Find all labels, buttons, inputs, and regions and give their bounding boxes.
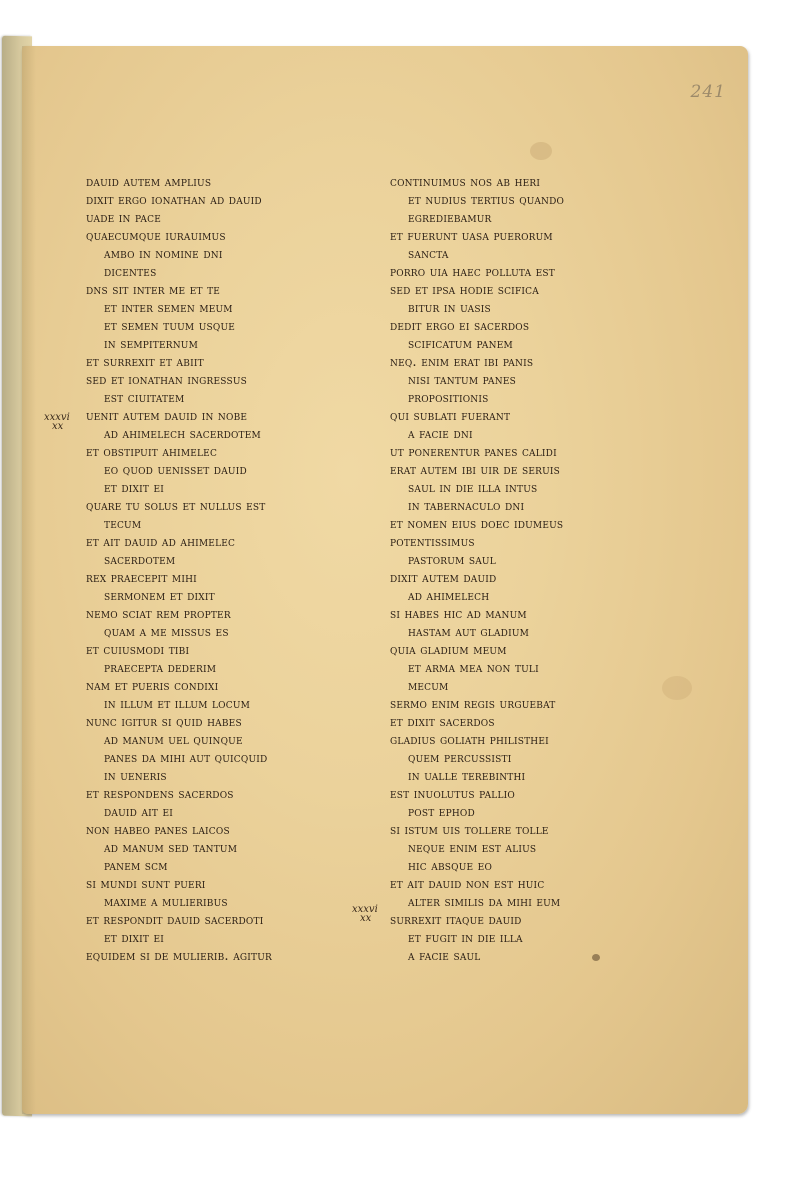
text-line: panes da mihi aut quicquid	[104, 751, 268, 766]
text-line: nunc igitur si quid habes	[86, 715, 242, 730]
text-line: a facie dni	[408, 427, 473, 442]
text-line: sed et ipsa hodie scifica	[390, 283, 539, 298]
text-line: hic absque eo	[408, 859, 493, 874]
text-line: pastorum saul	[408, 553, 496, 568]
text-line: potentissimus	[390, 535, 475, 550]
text-line: mecum	[408, 679, 449, 694]
text-line: porro uia haec polluta est	[390, 265, 556, 280]
text-line: dauid ait ei	[104, 805, 174, 820]
marginal-note-line: xxxvi	[352, 904, 378, 915]
marginal-note-line: xx	[52, 421, 64, 432]
text-line: quia gladium meum	[390, 643, 507, 658]
text-line: ad ahimelech sacerdotem	[104, 427, 261, 442]
text-line: maxime a mulieribus	[104, 895, 228, 910]
text-line: est ciuitatem	[104, 391, 185, 406]
text-line: dixit autem dauid	[390, 571, 497, 586]
text-line: scificatum panem	[408, 337, 513, 352]
text-line: et dixit sacerdos	[390, 715, 495, 730]
page-gutter-shading	[22, 46, 36, 1114]
text-line: et fugit in die illa	[408, 931, 523, 946]
text-line: ad manum sed tantum	[104, 841, 238, 856]
text-line: et dixit ei	[104, 481, 165, 496]
text-line: nam et pueris condixi	[86, 679, 219, 694]
text-line: dicentes	[104, 265, 157, 280]
text-line: saul in die illa intus	[408, 481, 538, 496]
text-line: et nudius tertius quando	[408, 193, 565, 208]
text-line: neq. enim erat ibi panis	[390, 355, 534, 370]
text-line: et obstipuit ahimelec	[86, 445, 218, 460]
text-line: non habeo panes laicos	[86, 823, 230, 838]
text-line: surrexit itaque dauid	[390, 913, 522, 928]
text-line: et inter semen meum	[104, 301, 233, 316]
text-line: si mundi sunt pueri	[86, 877, 206, 892]
text-line: ad ahimelech	[408, 589, 490, 604]
text-line: et cuiusmodi tibi	[86, 643, 190, 658]
text-line: rex praecepit mihi	[86, 571, 197, 586]
right-text-column	[390, 174, 690, 966]
text-line: et surrexit et abiit	[86, 355, 204, 370]
text-line: dedit ergo ei sacerdos	[390, 319, 530, 334]
text-line: continuimus nos ab heri	[390, 175, 541, 190]
text-line: qui sublati fuerant	[390, 409, 511, 424]
text-line: quare tu solus et nullus est	[86, 499, 266, 514]
text-line: est inuolutus pallio	[390, 787, 515, 802]
text-line: hastam aut gladium	[408, 625, 530, 640]
text-line: nisi tantum panes	[408, 373, 516, 388]
text-line: equidem si de mulierib. agitur	[86, 949, 273, 964]
text-line: quem percussisti	[408, 751, 512, 766]
text-line: sacerdotem	[104, 553, 176, 568]
text-line: in tabernaculo dni	[408, 499, 525, 514]
text-line: ambo in nomine dni	[104, 247, 223, 262]
text-line: praecepta dederim	[104, 661, 217, 676]
text-line: quaecumque iurauimus	[86, 229, 226, 244]
text-line: et ait dauid non est huic	[390, 877, 545, 892]
text-line: panem scm	[104, 859, 168, 874]
text-line: et ait dauid ad ahimelec	[86, 535, 236, 550]
text-line: sermo enim regis urguebat	[390, 697, 556, 712]
text-line: eo quod uenisset dauid	[104, 463, 247, 478]
manuscript-page	[22, 46, 748, 1114]
text-line: et fuerunt uasa puerorum	[390, 229, 553, 244]
text-line: sermonem et dixit	[104, 589, 215, 604]
text-line: in ueneris	[104, 769, 167, 784]
text-line: in illum et illum locum	[104, 697, 251, 712]
text-line: bitur in uasis	[408, 301, 491, 316]
text-line: sed et ionathan ingressus	[86, 373, 248, 388]
text-line: dixit ergo ionathan ad dauid	[86, 193, 262, 208]
text-line: neque enim est alius	[408, 841, 537, 856]
text-line: et respondit dauid sacerdoti	[86, 913, 264, 928]
marginal-chapter-note	[352, 904, 378, 924]
text-line: ad manum uel quinque	[104, 733, 243, 748]
text-line: uenit autem dauid in nobe	[86, 409, 248, 424]
text-line: in sempiternum	[104, 337, 199, 352]
text-line: uade in pace	[86, 211, 161, 226]
text-line: et respondens sacerdos	[86, 787, 234, 802]
text-line: egrediebamur	[408, 211, 492, 226]
text-line: et arma mea non tuli	[408, 661, 539, 676]
text-line: tecum	[104, 517, 142, 532]
marginal-note-line: xx	[360, 913, 372, 924]
text-line: dauid autem amplius	[86, 175, 212, 190]
text-line: nemo sciat rem propter	[86, 607, 231, 622]
text-line: propositionis	[408, 391, 489, 406]
text-line: si istum uis tollere tolle	[390, 823, 549, 838]
text-line: dns sit inter me et te	[86, 283, 221, 298]
text-line: ut ponerentur panes calidi	[390, 445, 557, 460]
text-line: si habes hic ad manum	[390, 607, 527, 622]
text-line: in ualle terebinthi	[408, 769, 526, 784]
text-line: alter similis da mihi eum	[408, 895, 561, 910]
text-line: quam a me missus es	[104, 625, 229, 640]
text-line: sancta	[408, 247, 449, 262]
text-line: a facie saul	[408, 949, 481, 964]
marginal-note-line: xxxvi	[44, 412, 70, 423]
marginal-chapter-note	[44, 412, 70, 432]
left-text-column	[86, 174, 386, 966]
page-stain	[530, 142, 552, 160]
text-line: et nomen eius doec idumeus	[390, 517, 564, 532]
folio-number: 241	[690, 82, 726, 102]
text-line: et semen tuum usque	[104, 319, 236, 334]
text-line: et dixit ei	[104, 931, 165, 946]
text-line: erat autem ibi uir de seruis	[390, 463, 561, 478]
text-line: post ephod	[408, 805, 475, 820]
text-line: gladius goliath philisthei	[390, 733, 549, 748]
